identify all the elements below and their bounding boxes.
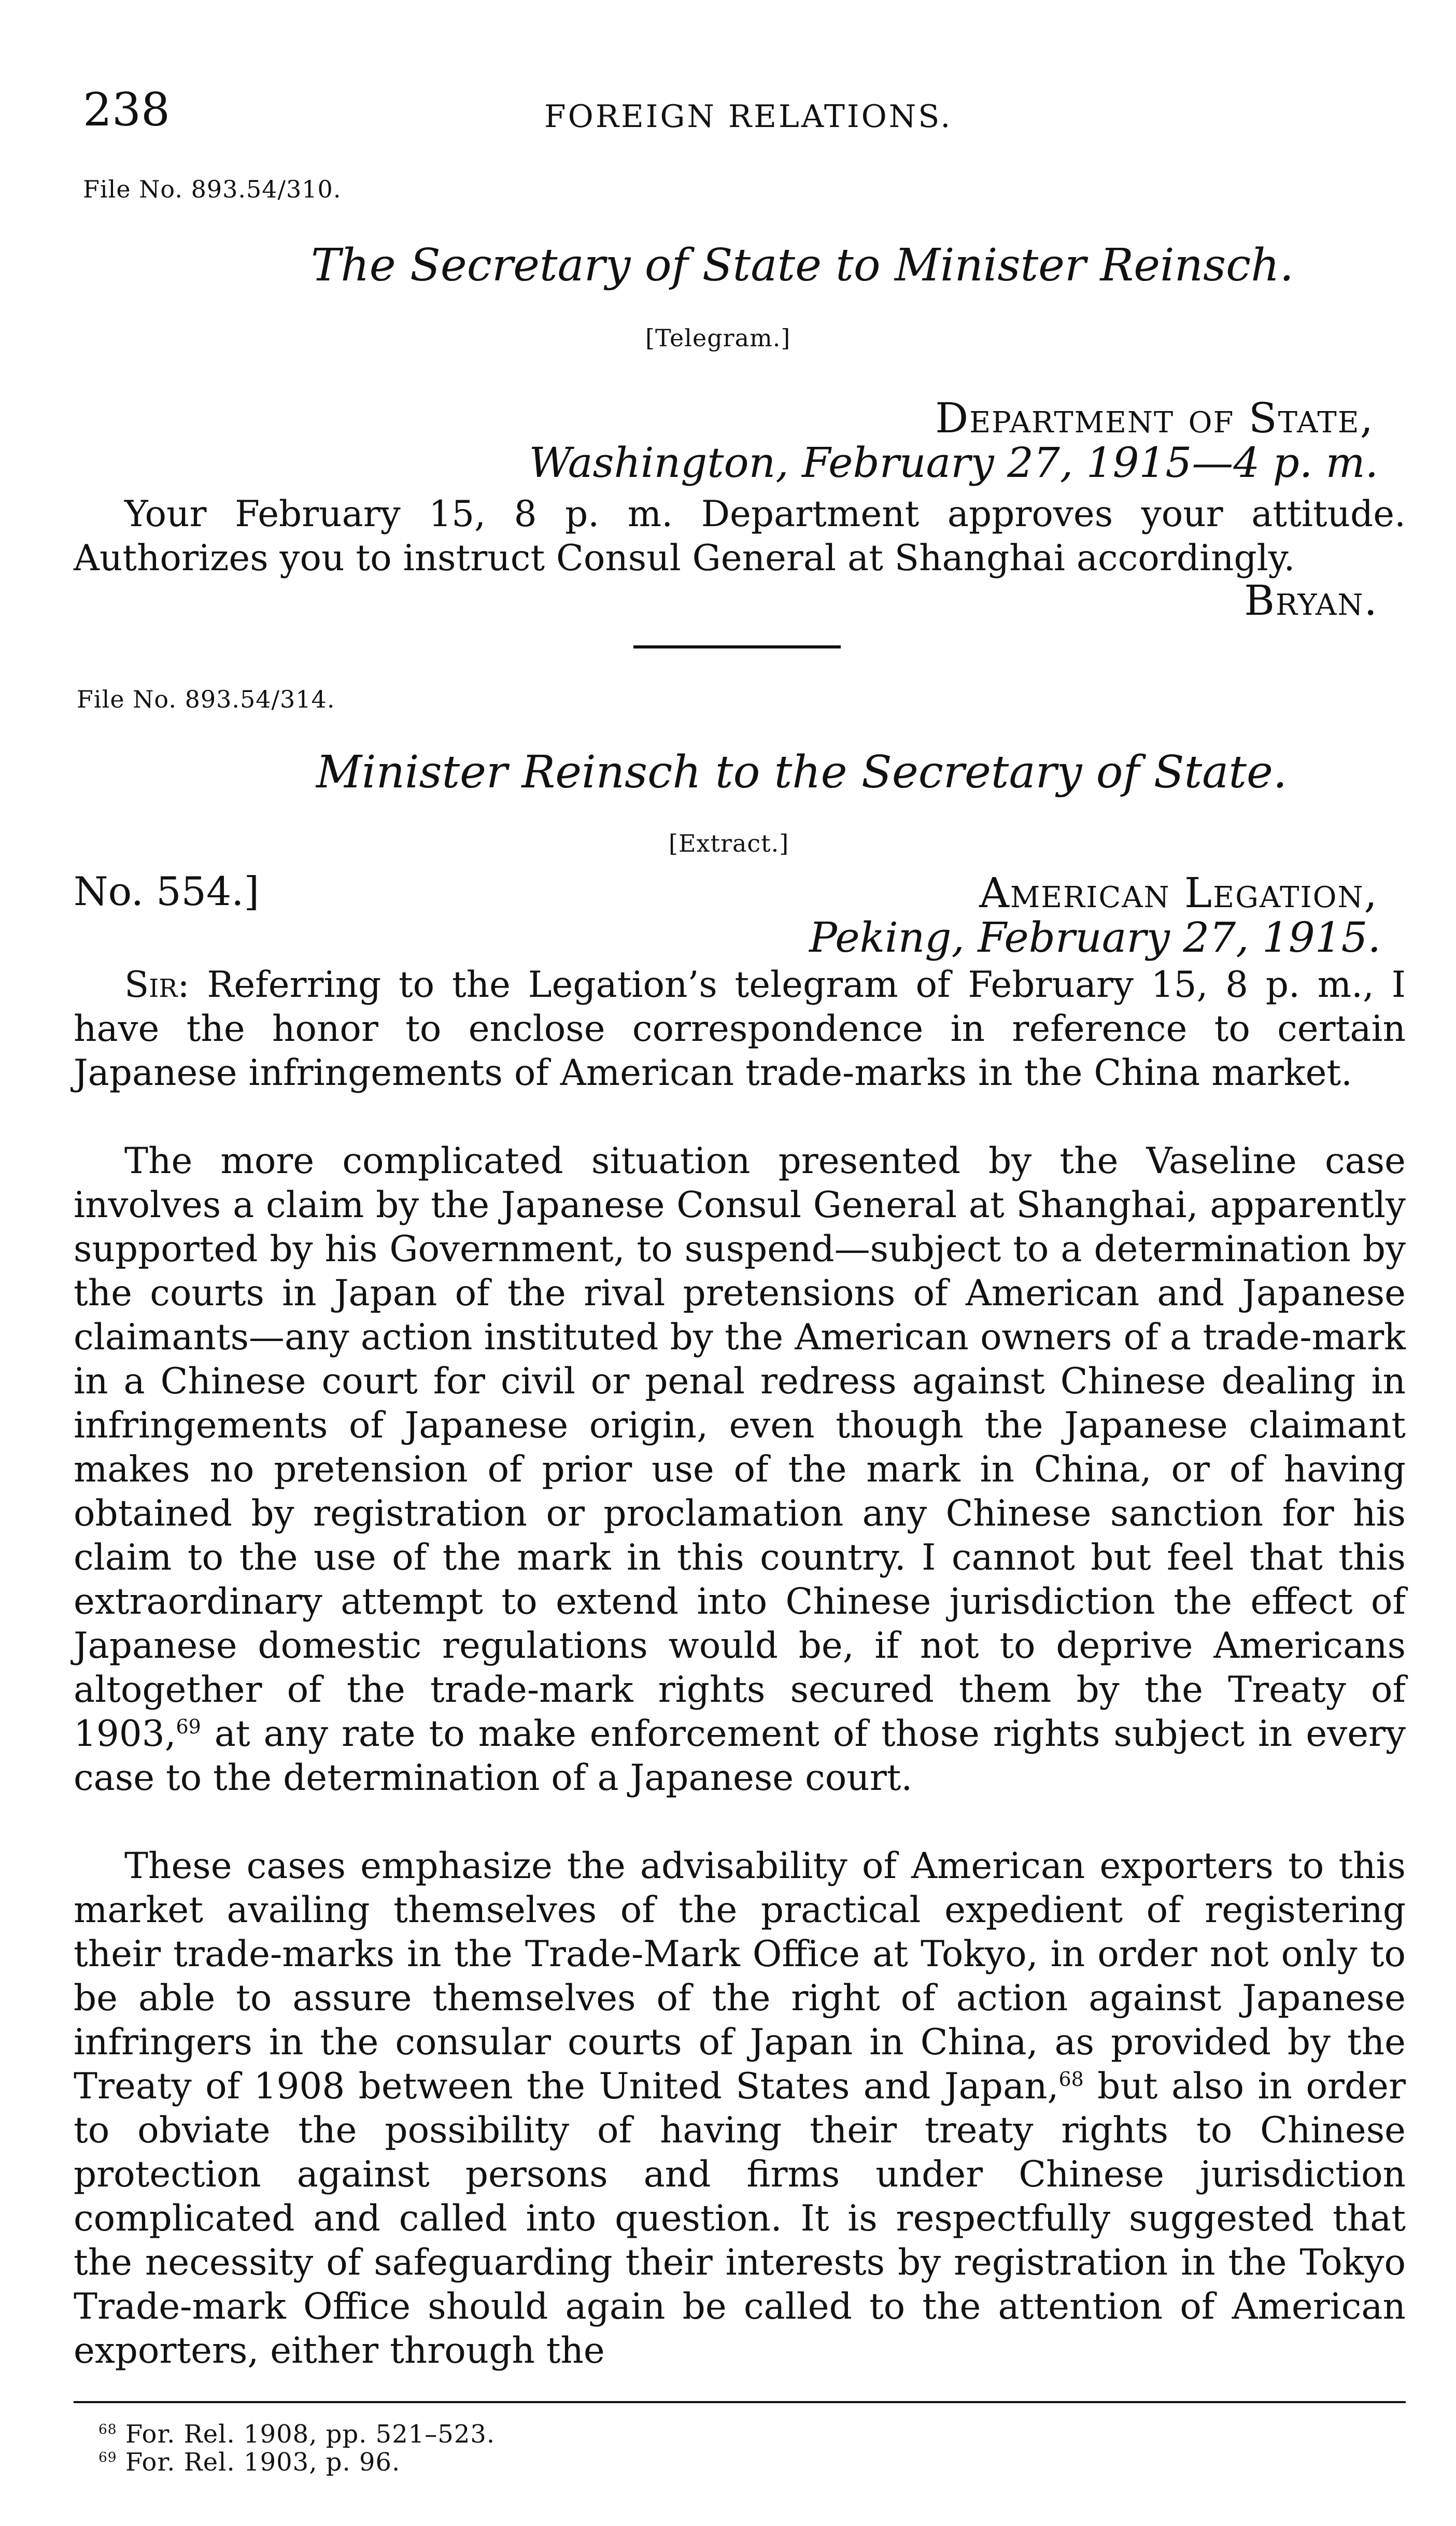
footnote: $^{68}$ For. Rel. 1908, pp. 521–523. (98, 2420, 496, 2449)
document-type-note: [Extract.] (669, 829, 789, 857)
paragraph: The more complicated situation presented by the Vaseline case involves a claim by the Japanese Consul General at Shanghai, apparently supported by his Government, to suspend—subject to a determination by the courts in Japan of the rival pretensions of American and Japanese claimants—any action instituted by the American owners of a trade-mark in a Chinese court for civil or penal redress against Chinese dealing in infringements of Japanese origin, even though the Japanese claimant makes no pretension of prior use of the mark in China, or of having obtained by registration or proclamation any Chinese sanction for his claim to the use of the mark in this country. I cannot but feel that this extraordinary attempt to extend into Chinese jurisdiction the effect of Japanese domestic regulations would be, if not to deprive Americans altogether of the trade-mark rights secured them by the Treaty of 1903,69 at any rate to make enforcement of those rights subject in every case to the determination of a Japanese court. (74, 1140, 1406, 1799)
document-type-note: [Telegram.] (645, 324, 791, 352)
despatch-number: No. 554.] (74, 868, 260, 914)
page-number: 238 (83, 83, 170, 136)
footnote-divider (74, 2401, 1406, 2403)
dateline-place: Department of State, (935, 394, 1374, 442)
section-divider (633, 645, 841, 648)
document-heading: Minister Reinsch to the Secretary of State. (316, 746, 1288, 798)
footnote-ref: 68 (1058, 2068, 1084, 2091)
document-heading: The Secretary of State to Minister Reinsch. (311, 239, 1294, 291)
signature: Bryan. (1244, 576, 1378, 625)
file-number: File No. 893.54/310. (83, 175, 342, 203)
salutation: Sir: (124, 964, 190, 1006)
dateline-place: American Legation, (979, 869, 1378, 917)
dateline-date: Washington, February 27, 1915—4 p. m. (529, 439, 1378, 487)
footnote: $^{69}$ For. Rel. 1903, p. 96. (98, 2448, 401, 2477)
file-number: File No. 893.54/314. (77, 685, 335, 713)
footnote-ref: 69 (176, 1715, 201, 1738)
running-head (83, 83, 1378, 135)
running-title: FOREIGN RELATIONS. (544, 98, 953, 135)
dateline-date: Peking, February 27, 1915. (809, 913, 1381, 962)
paragraph: These cases emphasize the advisability of American exporters to this market availing themselves of the practical expedient of registering their trade-marks in the Trade-Mark Office at Tokyo, in order not only to be able to assure themselves of the right of action against Japanese infringers in the consular courts of Japan in China, as provided by the Treaty of 1908 between the United States and Japan,$^{68}$ but also in order to obviate the possibility of having their treaty rights to Chinese protection against persons and firms under Chinese jurisdiction complicated and called into question. It is respectfully suggested that the necessity of safeguarding their interests by registration in the Tokyo Trade-mark Office should again be called to the attention of American exporters, either through the (74, 1845, 1406, 2372)
paragraph: Sir: Referring to the Legation’s telegram of February 15, 8 p. m., I have the honor to enclose correspondence in reference to certain Japanese infringements of American trade-marks in the China market. (74, 964, 1406, 1094)
telegram-body: Your February 15, 8 p. m. Department approves your attitude. Authorizes you to instruct Consul General at Shanghai accordingly. (74, 493, 1406, 579)
